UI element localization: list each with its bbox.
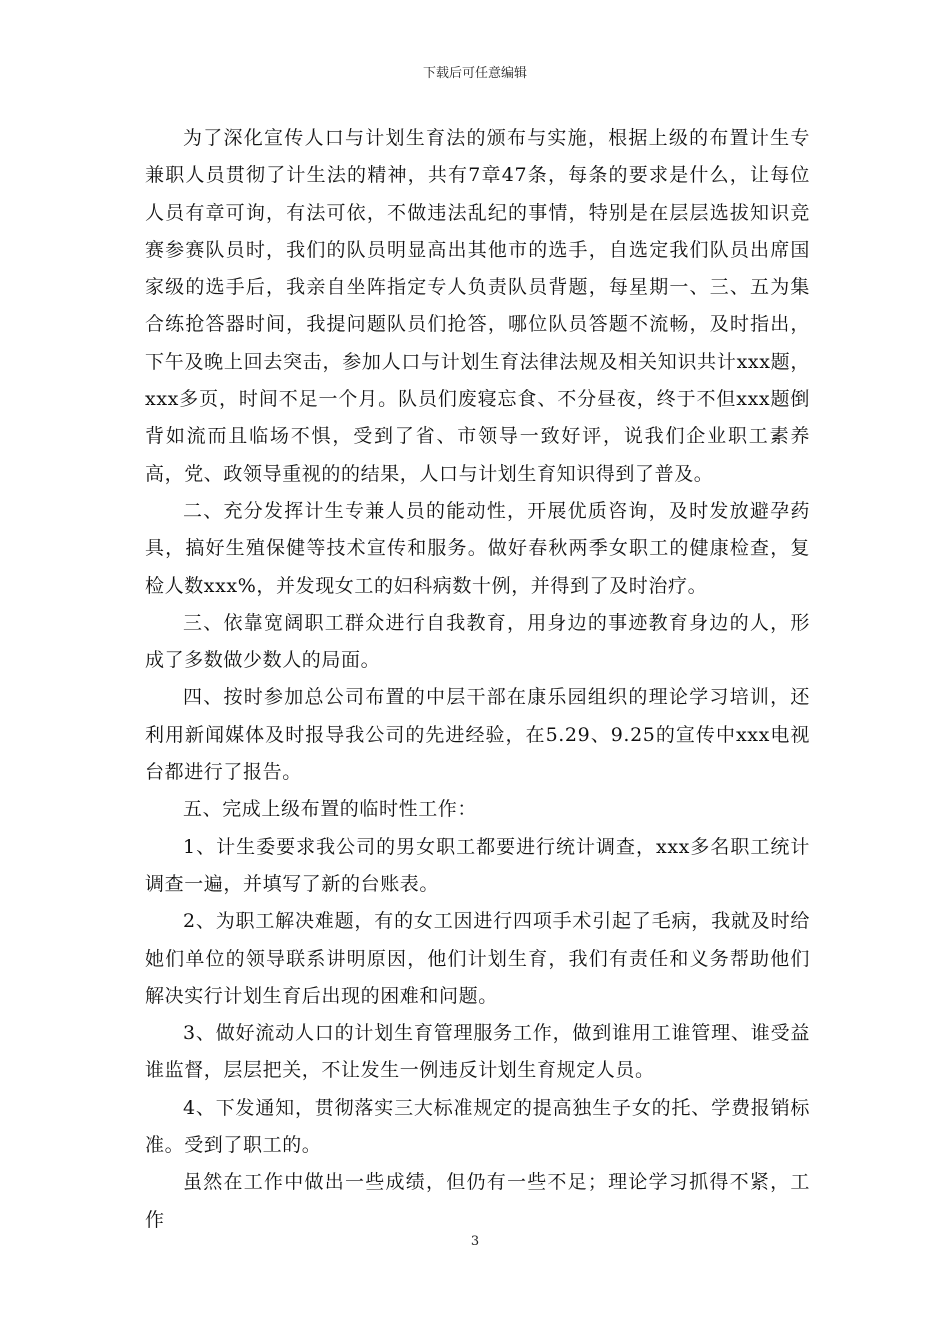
paragraph: 二、充分发挥计生专兼人员的能动性，开展优质咨询，及时发放避孕药具，搞好生殖保健等技术宣传和服务。做好春秋两季女职工的健康检查，复检人数xxx%，并发现女工的妇科病数十例，并得到了及时治疗。 — [145, 499, 810, 597]
paragraph: 四、按时参加总公司布置的中层干部在康乐园组织的理论学习培训，还利用新闻媒体及时报导我公司的先进经验，在5.29、9.25的宣传中xxx电视台都进行了报告。 — [145, 686, 810, 784]
paragraph: 1、计生委要求我公司的男女职工都要进行统计调查，xxx多名职工统计调查一遍，并填写了新的台账表。 — [145, 835, 810, 895]
page-header: 下载后可任意编辑 — [422, 66, 527, 81]
paragraph: 2、为职工解决难题，有的女工因进行四项手术引起了毛病，我就及时给她们单位的领导联系讲明原因，他们计划生育，我们有责任和义务帮助他们解决实行计划生育后出现的困难和问题。 — [145, 910, 810, 1007]
paragraph: 为了深化宣传人口与计划生育法的颁布与实施，根据上级的布置计生专兼职人员贯彻了计生法的精神，共有7章47条，每条的要求是什么，让每位人员有章可询，有法可依，不做违法乱纪的事情，特别是在层层选拔知识竞赛参赛队员时，我们的队员明显高出其他市的选手，自选定我们队员出席国家级的选手后，我亲自坐阵指定专人负责队员背题，每星期一、三、五为集合练抢答器时间，我提问题队员们抢答，哪位队员答题不流畅，及时指出，下午及晚上回去突击，参加人口与计划生育法律法规及相关知识共计xxx题，xxx多页，时间不足一个月。队员们废寝忘食、不分昼夜，终于不但xxx题倒背如流而且临场不惧，受到了省、市领导一致好评，说我们企业职工素养高，党、政领导重视的的结果，人口与计划生育知识得到了普及。 — [145, 127, 810, 485]
document-body — [145, 120, 810, 1239]
page-number: 3 — [470, 1234, 480, 1249]
paragraph: 三、依靠宽阔职工群众进行自我教育，用身边的事迹教育身边的人，形成了多数做少数人的局面。 — [145, 611, 810, 672]
paragraph: 3、做好流动人口的计划生育管理服务工作，做到谁用工谁管理、谁受益谁监督，层层把关，不让发生一例违反计划生育规定人员。 — [145, 1022, 810, 1082]
paragraph: 五、完成上级布置的临时性工作： — [183, 798, 478, 821]
paragraph: 虽然在工作中做出一些成绩，但仍有一些不足；理论学习抓得不紧，工作 — [145, 1171, 810, 1231]
paragraph: 4、下发通知，贯彻落实三大标准规定的提高独生子女的托、学费报销标准。受到了职工的。 — [145, 1096, 810, 1157]
